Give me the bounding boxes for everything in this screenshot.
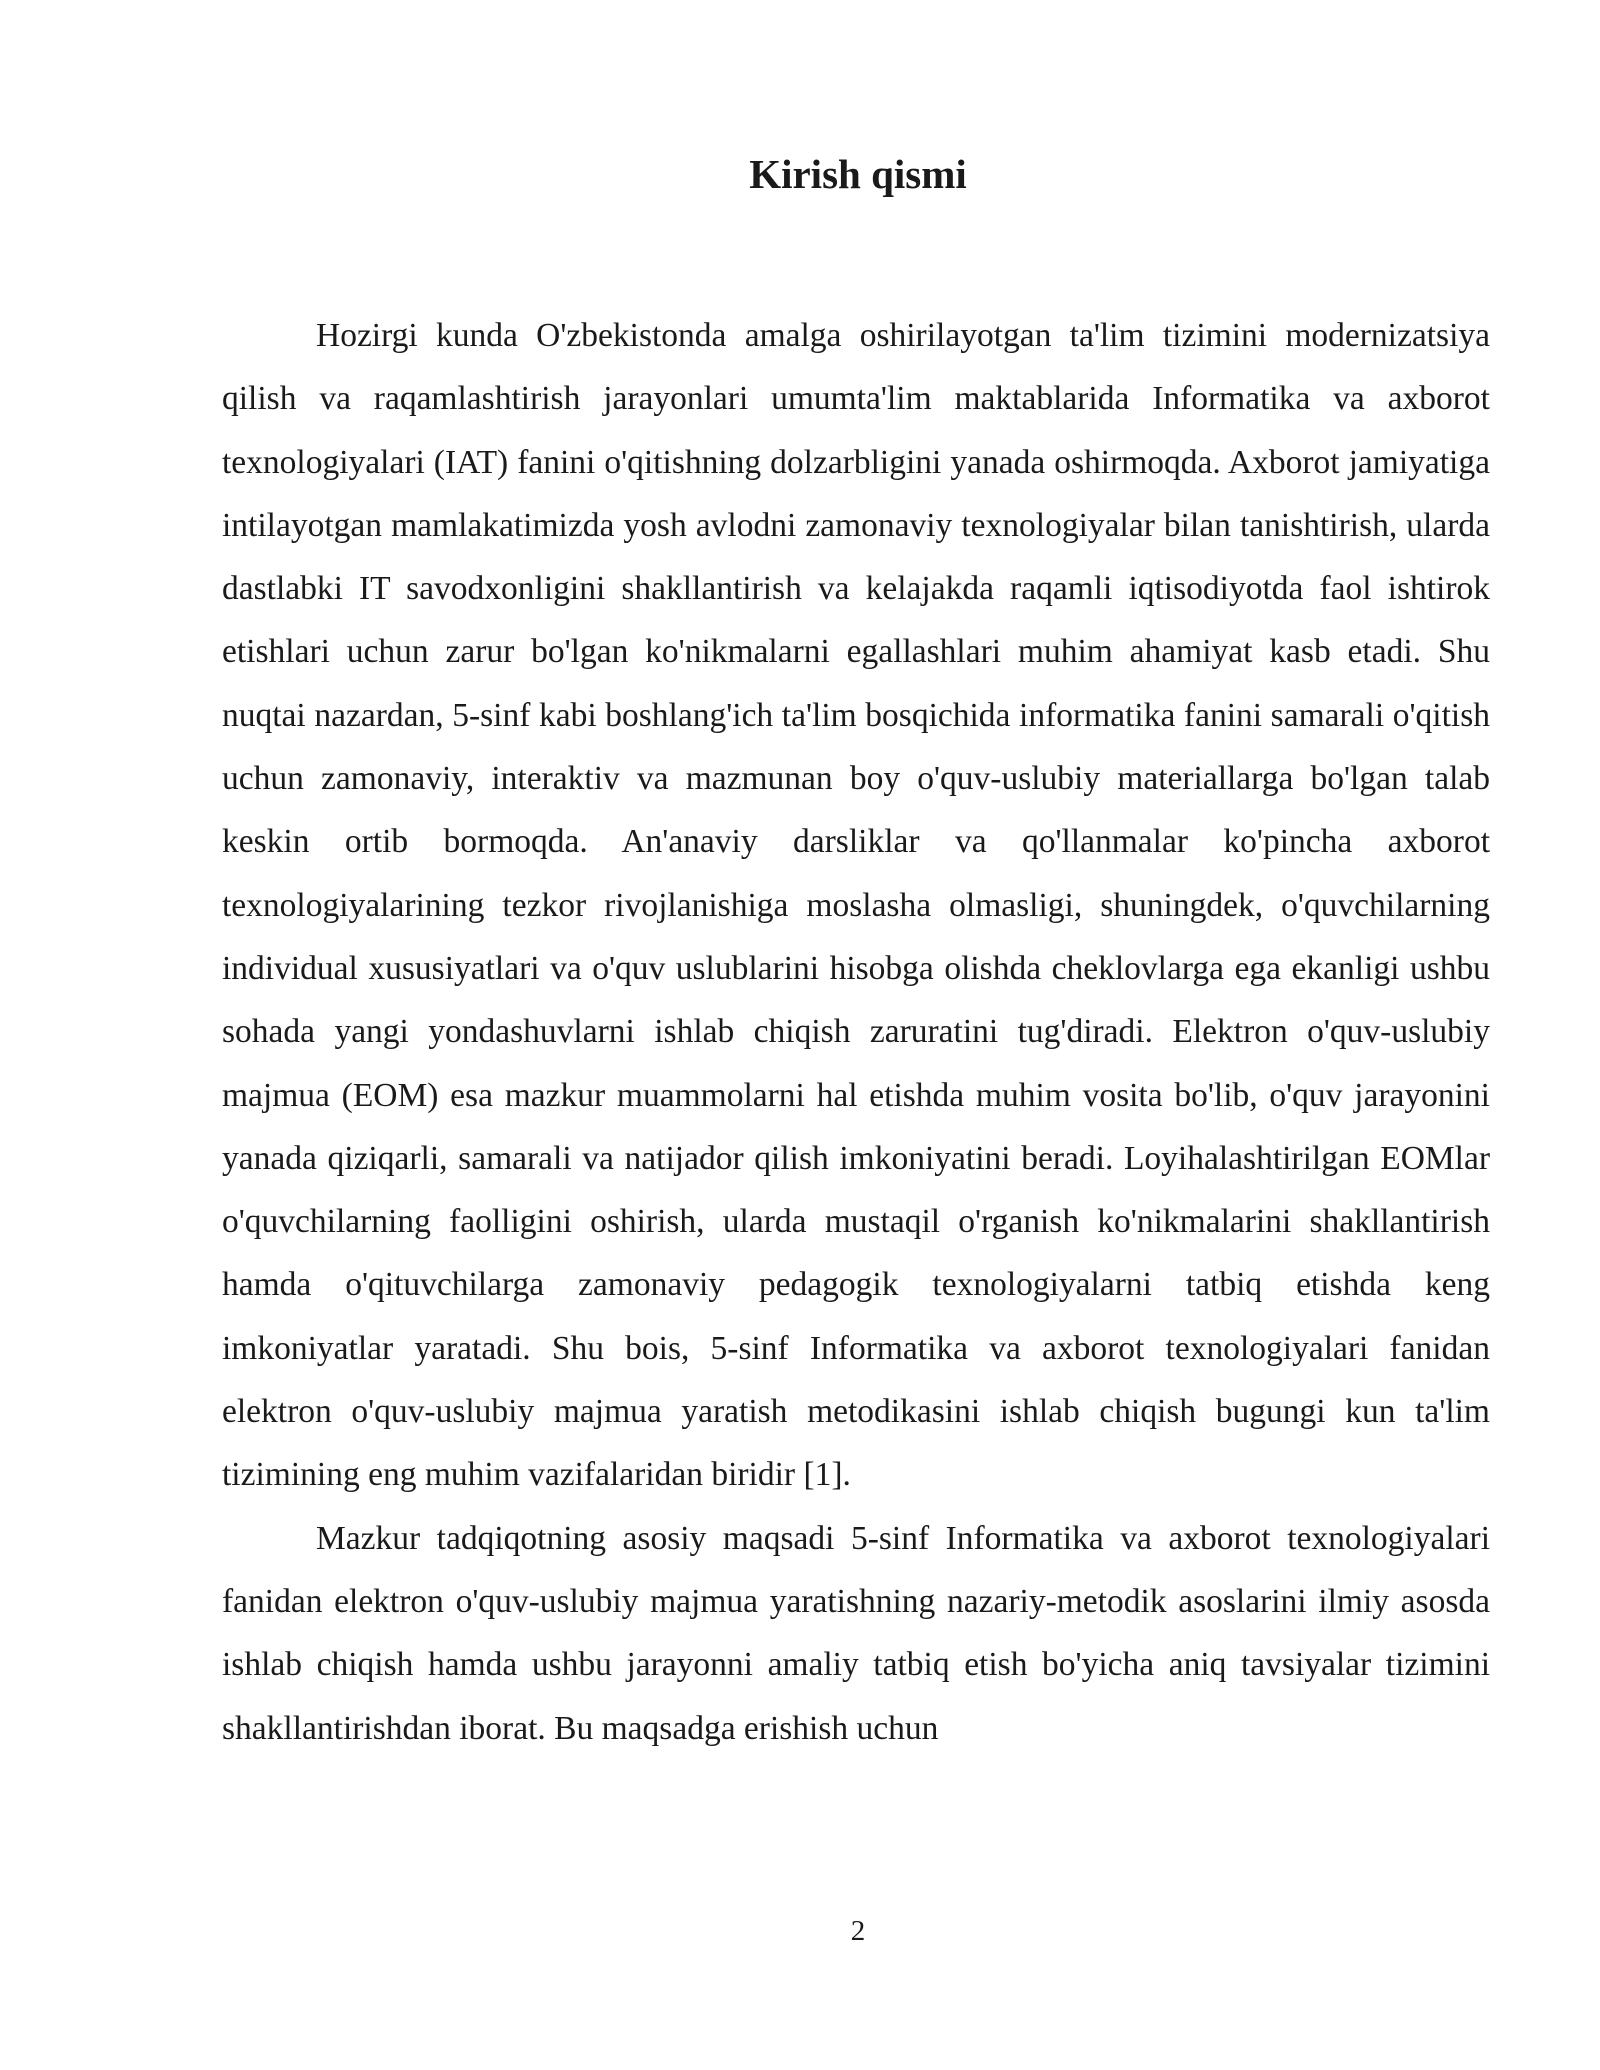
paragraph: Mazkur tadqiqotning asosiy maqsadi 5-sinf Informatika va axborot texnologiyalari fanidan elektron o'quv-uslubiy majmua yaratishning nazariy-metodik asoslarini ilmiy asosda ishlab chiqish hamda ushbu jarayonni amaliy tatbiq etish bo'yicha aniq tavsiyalar tizimini shakllantirishdan iborat. Bu maqsadga erishish uchun xyxy=(222,1519,1490,1747)
page-number: 2 xyxy=(850,1915,866,1947)
paragraph: Hozirgi kunda O'zbekistonda amalga oshirilayotgan ta'lim tizimini modernizatsiya qilish va raqamlashtirish jarayonlari umumta'lim maktablarida Informatika va axborot texnologiyalari (IAT) fanini o'qitishning dolzarbligini yanada oshirmoqda. Axborot jamiyatiga intilayotgan mamlakatimizda yosh avlodni zamonaviy texnologiyalar bilan tanishtirish, ularda dastlabki IT savodxonligini shakllantirish va kelajakda raqamli iqtisodiyotda faol ishtirok etishlari uchun zarur bo'lgan ko'nikmalarni egallashlari muhim ahamiyat kasb etadi. Shu nuqtai nazardan, 5-sinf kabi boshlang'ich ta'lim bosqichida informatika fanini samarali o'qitish uchun zamonaviy, interaktiv va mazmunan boy o'quv-uslubiy materiallarga bo'lgan talab keskin ortib bormoqda. An'anaviy darsliklar va qo'llanmalar ko'pincha axborot texnologiyalarining tezkor rivojlanishiga moslasha olmasligi, shuningdek, o'quvchilarning individual xususiyatlari va o'quv uslublarini hisobga olishda cheklovlarga ega ekanligi ushbu sohada yangi yondashuvlarni ishlab chiqish zaruratini tug'diradi. Elektron o'quv-uslubiy majmua (EOM) esa mazkur muammolarni hal etishda muhim vosita bo'lib, o'quv jarayonini yanada qiziqarli, samarali va natijador qilish imkoniyatini beradi. Loyihalashtirilgan EOMlar o'quvchilarning faolligini oshirish, ularda mustaqil o'rganish ko'nikmalarini shakllantirish hamda o'qituvchilarga zamonaviy pedagogik texnologiyalarni tatbiq etishda keng imkoniyatlar yaratadi. Shu bois, 5-sinf Informatika va axborot texnologiyalari fanidan elektron o'quv-uslubiy majmua yaratish metodikasini ishlab chiqish bugungi kun ta'lim tizimining eng muhim vazifalaridan biridir [1]. xyxy=(222,317,1490,1494)
body-text xyxy=(222,304,1490,1760)
section-title: Kirish qismi xyxy=(749,151,967,197)
